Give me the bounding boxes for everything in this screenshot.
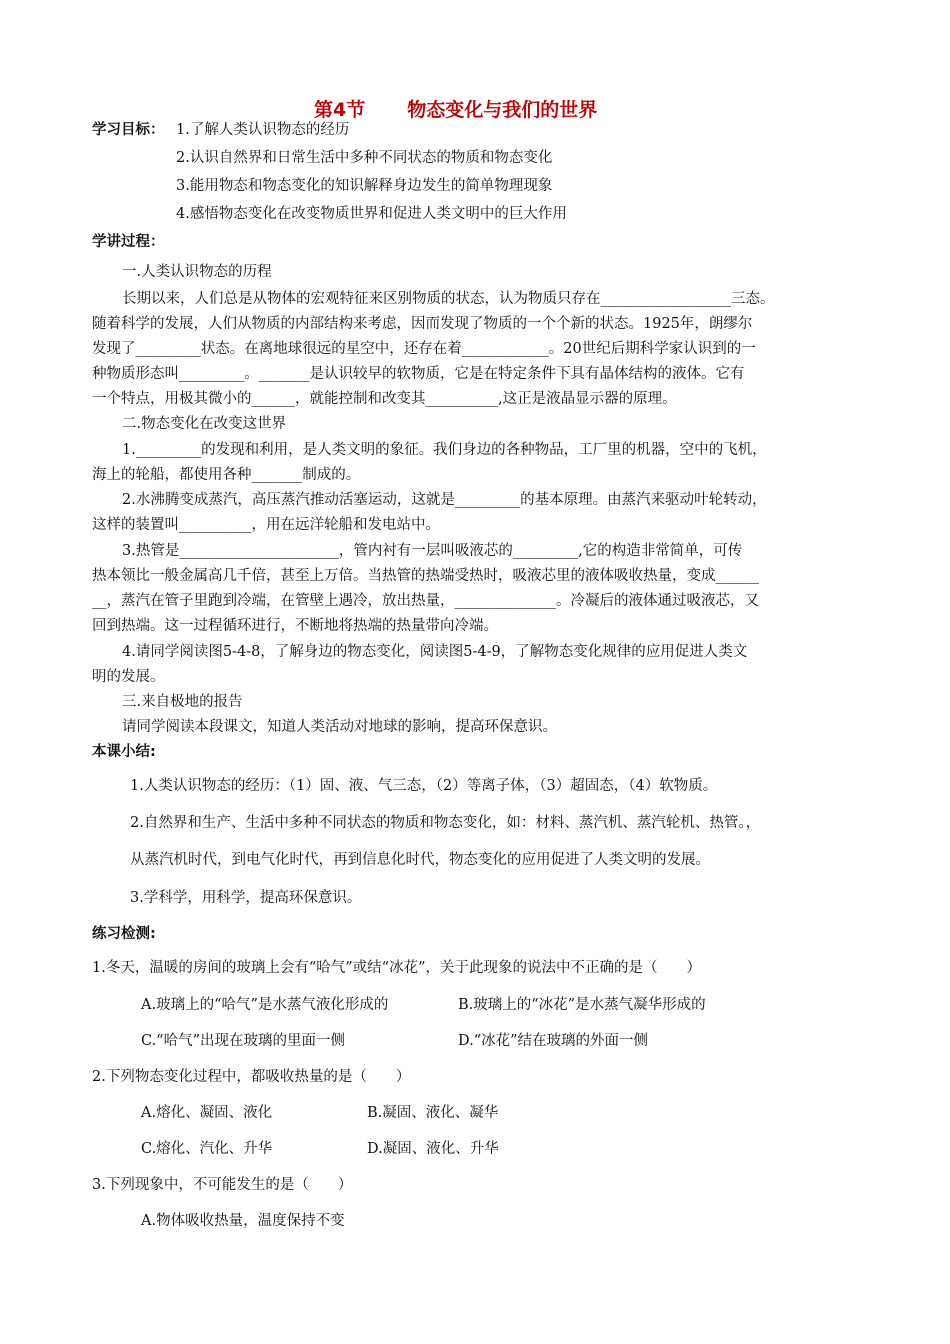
question-2-option-a: A.熔化、凝固、液化 bbox=[141, 1105, 273, 1121]
summary-line: 3.学科学，用科学，提高环保意识。 bbox=[130, 890, 362, 906]
process-line: __，蒸汽在管子里跑到冷端，在管壁上遇冷，放出热量，______________。冷凝后的液体通过吸液芯，又 bbox=[92, 593, 759, 609]
summary-line: 1.人类认识物态的经历：（1）固、液、气三态，（2）等离子体，（3）超固态，（4）软物质。 bbox=[130, 778, 718, 794]
objective-item: 2.认识自然界和日常生活中多种不同状态的物质和物态变化 bbox=[176, 150, 553, 166]
summary-line: 2.自然界和生产、生活中多种不同状态的物质和物态变化，如：材料、蒸汽机、蒸汽轮机、热管。， bbox=[130, 815, 761, 831]
process-line: 3.热管是______________________，管内衬有一层叫吸液芯的_________,它的构造非常简单，可传 bbox=[122, 543, 743, 559]
process-line: 随着科学的发展，人们从物质的内部结构来考虑，因而发现了物质的一个个新的状态。1925年，朗缪尔 bbox=[92, 316, 753, 332]
summary-line: 从蒸汽机时代，到电气化时代，再到信息化时代，物态变化的应用促进了人类文明的发展。 bbox=[130, 852, 710, 868]
question-3-stem: 3.下列现象中，不可能发生的是（ ） bbox=[92, 1177, 353, 1193]
objective-item: 4.感悟物态变化在改变物质世界和促进人类文明中的巨大作用 bbox=[176, 206, 567, 222]
process-line: 热本领比一般金属高几千倍，甚至上万倍。当热管的热端受热时，吸液芯里的液体吸收热量，变成______ bbox=[92, 568, 759, 584]
question-2-option-c: C.熔化、汽化、升华 bbox=[141, 1141, 273, 1157]
section-number: 第4节 bbox=[314, 99, 366, 121]
section-name: 物态变化与我们的世界 bbox=[407, 99, 598, 121]
objective-item: 3.能用物态和物态变化的知识解释身边发生的简单物理现象 bbox=[176, 178, 553, 194]
process-line: 请同学阅读本段课文，知道人类活动对地球的影响，提高环保意识。 bbox=[122, 719, 557, 735]
exercises-label: 练习检测: bbox=[92, 926, 156, 942]
question-1-stem: 1.冬天，温暖的房间的玻璃上会有“哈气”或结“冰花”，关于此现象的说法中不正确的是（ ） bbox=[92, 960, 701, 976]
question-3-option-a: A.物体吸收热量，温度保持不变 bbox=[141, 1213, 345, 1229]
objectives-label: 学习目标： bbox=[92, 122, 165, 138]
process-line: 发现了_________状态。在离地球很远的星空中，还存在着____________。20世纪后期科学家认识到的一 bbox=[92, 341, 756, 357]
process-heading: 三.来自极地的报告 bbox=[122, 694, 243, 710]
process-line: 2.水沸腾变成蒸汽，高压蒸汽推动活塞运动，这就是_________的基本原理。由蒸汽来驱动叶轮转动， bbox=[122, 492, 767, 508]
process-line: 种物质形态叫_________。_______是认识较早的软物质，它是在特定条件下具有晶体结构的液体。它有 bbox=[92, 366, 745, 382]
process-line: 这样的装置叫__________，用在远洋轮船和发电站中。 bbox=[92, 517, 440, 533]
process-heading: 一.人类认识物态的历程 bbox=[122, 264, 272, 280]
summary-label: 本课小结: bbox=[92, 744, 156, 760]
objective-item: 1.了解人类认识物态的经历 bbox=[176, 122, 350, 138]
process-line: 1._________的发现和利用，是人类文明的象征。我们身边的各种物品，工厂里的机器，空中的飞机， bbox=[122, 442, 767, 458]
process-line: 一个特点，用极其微小的______，就能控制和改变其__________,这正是液晶显示器的原理。 bbox=[92, 391, 677, 407]
process-label: 学讲过程： bbox=[92, 234, 165, 250]
process-line: 4.请同学阅读图5-4-8，了解身边的物态变化，阅读图5-4-9，了解物态变化规律的应用促进人类文 bbox=[122, 644, 748, 660]
question-2-stem: 2.下列物态变化过程中，都吸收热量的是（ ） bbox=[92, 1069, 411, 1085]
question-1-option-a: A.玻璃上的“哈气”是水蒸气液化形成的 bbox=[141, 997, 389, 1013]
question-2-option-d: D.凝固、液化、升华 bbox=[367, 1141, 499, 1157]
question-2-option-b: B.凝固、液化、凝华 bbox=[367, 1105, 499, 1121]
question-1-option-c: C.“哈气”出现在玻璃的里面一侧 bbox=[141, 1033, 346, 1049]
page-title bbox=[314, 100, 597, 120]
process-line: 长期以来，人们总是从物体的宏观特征来区别物质的状态，认为物质只存在__________________三态。 bbox=[122, 291, 775, 307]
question-1-option-b: B.玻璃上的“冰花”是水蒸气凝华形成的 bbox=[458, 997, 706, 1013]
process-line: 回到热端。这一过程循环进行，不断地将热端的热量带向冷端。 bbox=[92, 618, 498, 634]
question-1-option-d: D.“冰花”结在玻璃的外面一侧 bbox=[458, 1033, 649, 1049]
process-line: 海上的轮船，都使用各种_______制成的。 bbox=[92, 467, 361, 483]
process-line: 明的发展。 bbox=[92, 669, 165, 685]
process-heading: 二.物态变化在改变这世界 bbox=[122, 416, 287, 432]
